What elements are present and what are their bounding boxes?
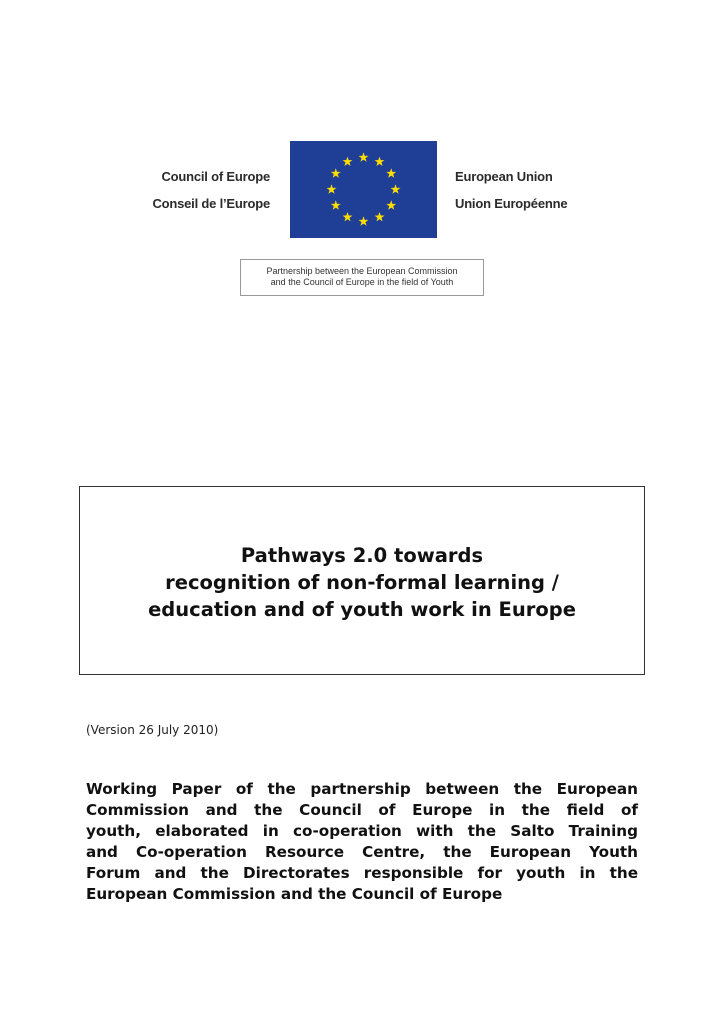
european-union-fr: Union Européenne (455, 196, 568, 211)
working-paper-line-5: Forum and the Directorates responsible for youth in the (86, 864, 638, 882)
title-line-1: Pathways 2.0 towards (240, 544, 484, 567)
council-of-europe-en: Council of Europe (161, 169, 270, 184)
working-paper-line-4: and Co-operation Resource Centre, the European Youth (86, 843, 638, 861)
document-title (80, 542, 644, 623)
logo-header (0, 0, 724, 310)
european-union-en: European Union (455, 169, 553, 184)
working-paper-line-1: Working Paper of the partnership between the European (86, 780, 638, 798)
title-line-2: recognition of non-formal learning / (165, 571, 559, 594)
title-line-3: education and of youth work in Europe (148, 598, 576, 621)
working-paper-line-3: youth, elaborated in co-operation with the Salto Training (86, 822, 638, 840)
partnership-logo-box (240, 259, 484, 296)
council-of-europe-label (120, 163, 270, 217)
version-note: (Version 26 July 2010) (86, 723, 219, 737)
working-paper-description (86, 779, 638, 905)
eu-flag-icon (290, 141, 437, 238)
working-paper-line-6: European Commission and the Council of Europe (86, 885, 503, 903)
partnership-line-1: Partnership between the European Commission (266, 266, 458, 276)
partnership-line-2: and the Council of Europe in the field of Youth (270, 277, 454, 287)
council-of-europe-fr: Conseil de l’Europe (152, 196, 270, 211)
european-union-label (455, 163, 635, 217)
working-paper-line-2: Commission and the Council of Europe in the field of (86, 801, 638, 819)
title-box (79, 486, 645, 675)
